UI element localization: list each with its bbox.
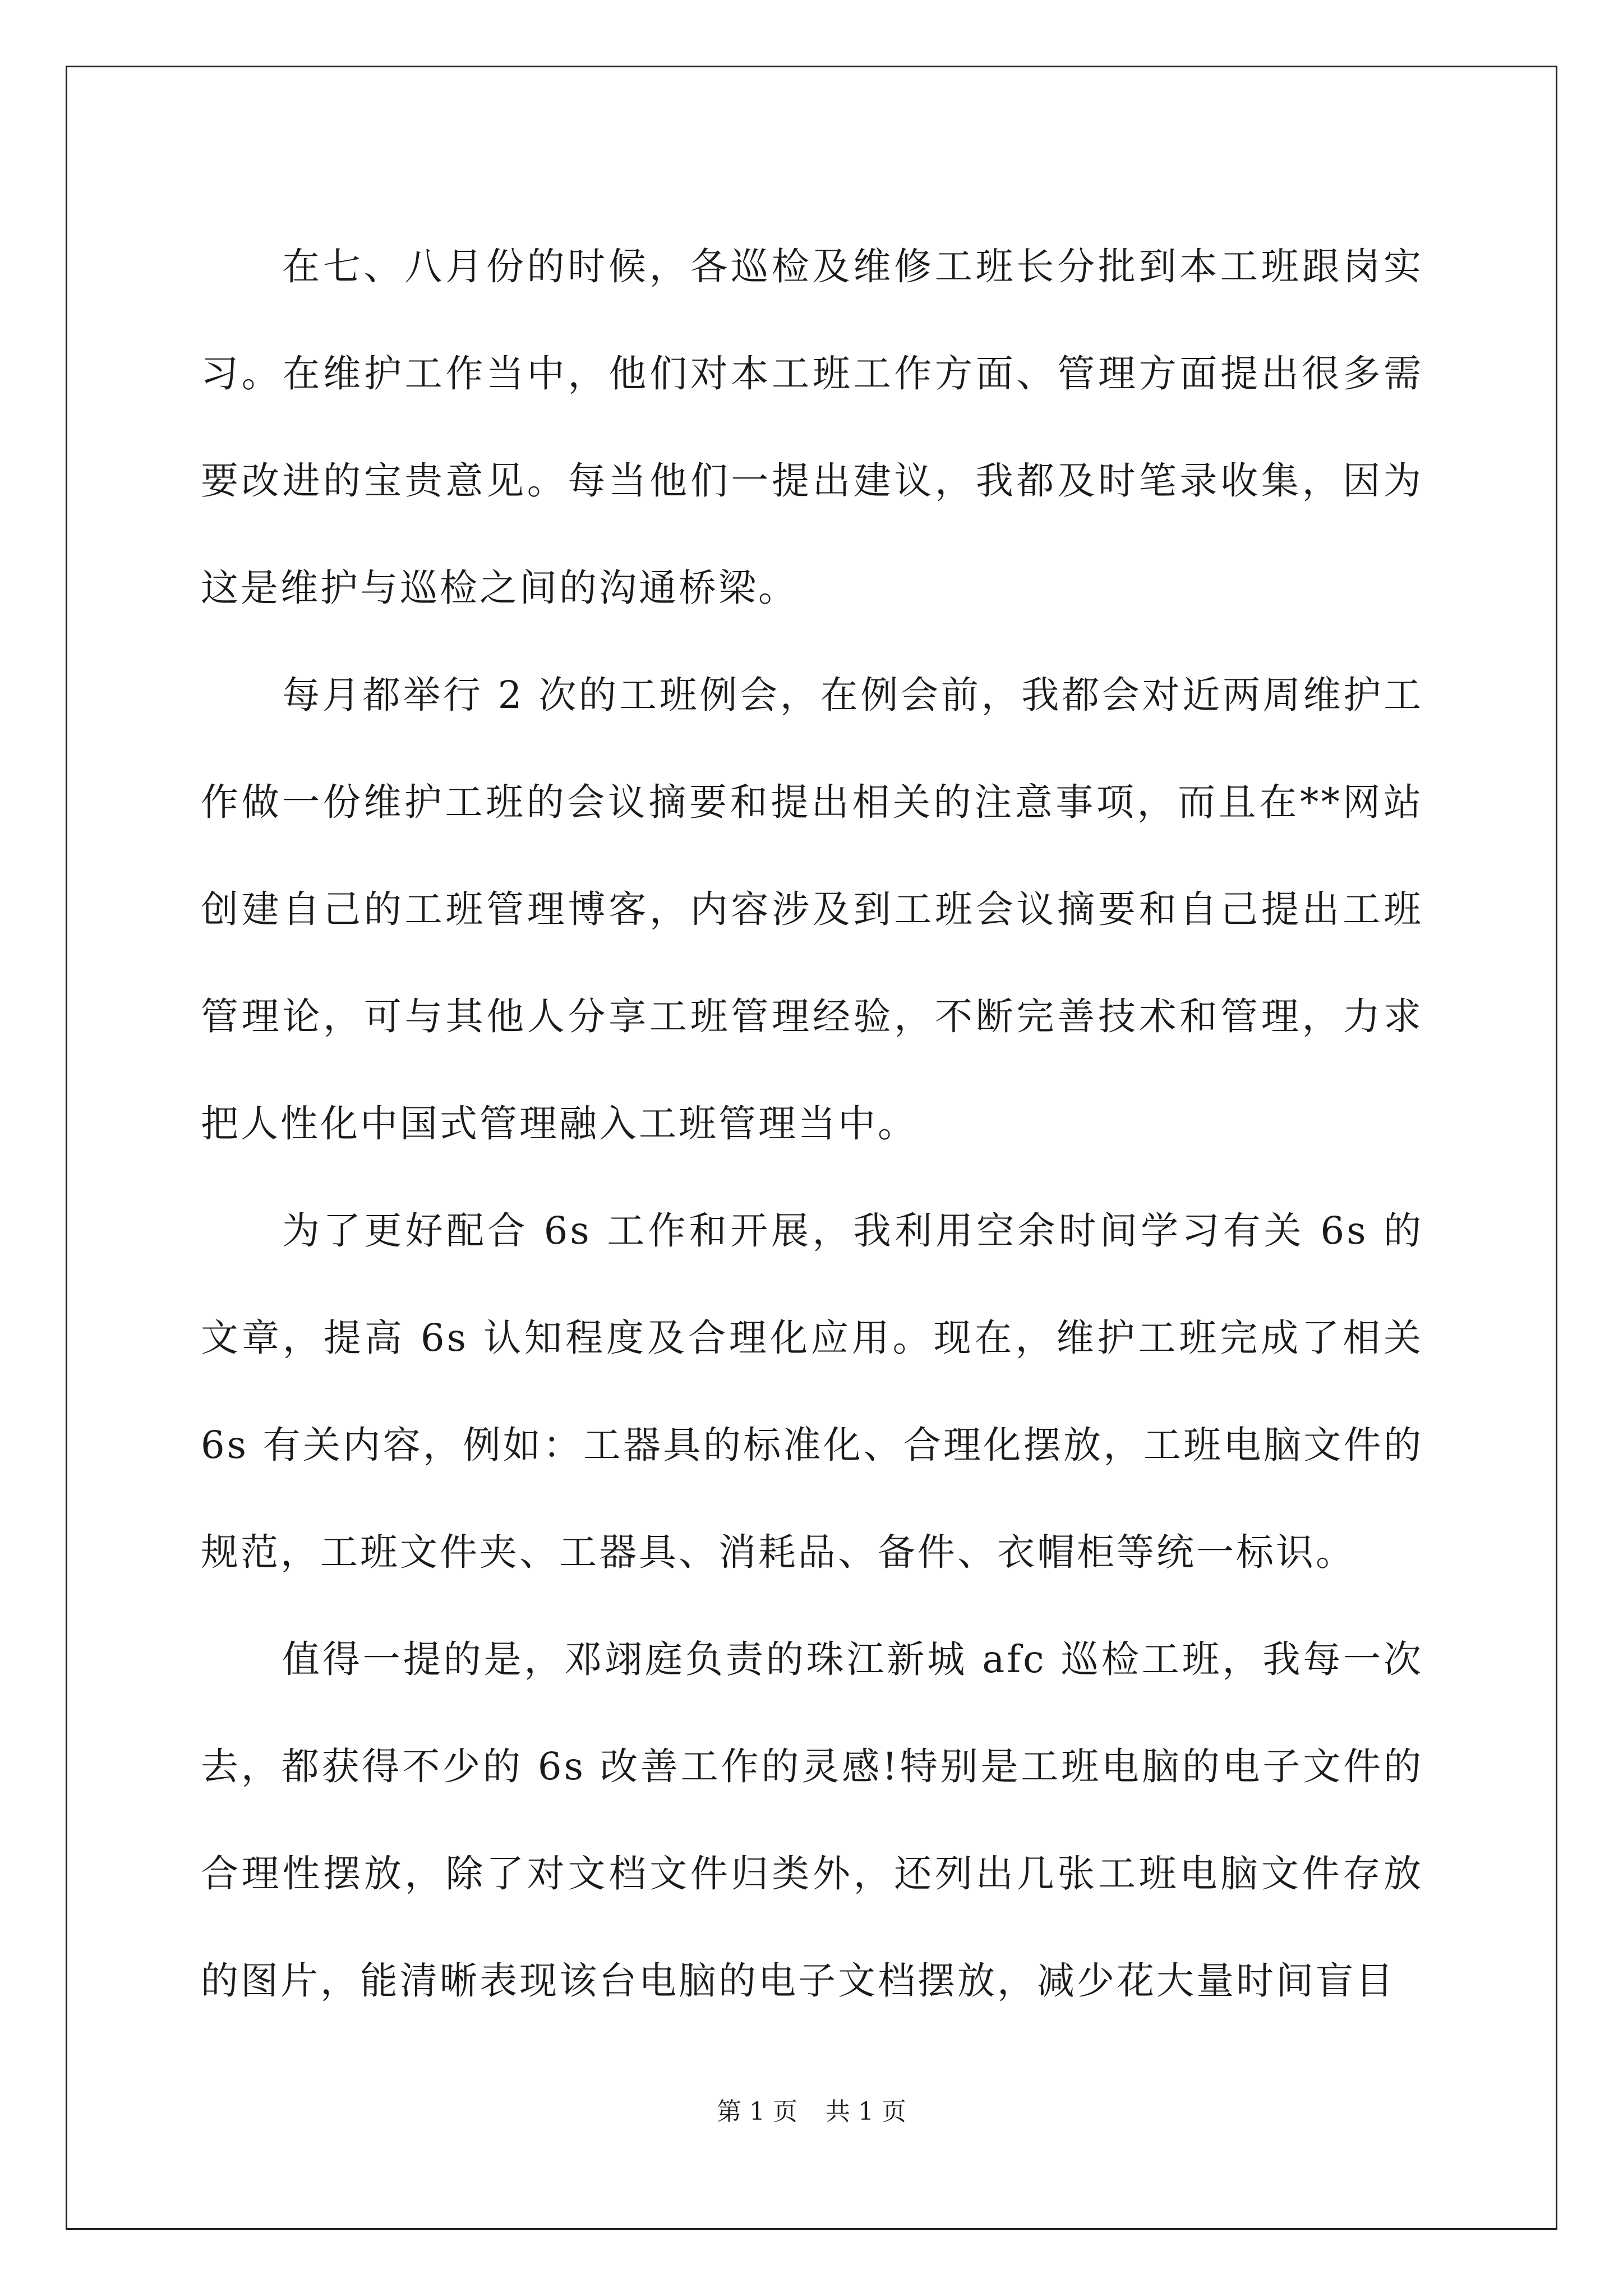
page-number-current: 第 1 页 — [717, 2097, 797, 2126]
paragraph-1: 在七、八月份的时候，各巡检及维修工班长分批到本工班跟岗实习。在维护工作当中，他们对本工班工作方面、管理方面提出很多需要改进的宝贵意见。每当他们一提出建议，我都及时笔录收集，因为这是维护与巡检之间的沟通桥梁。 — [201, 245, 1423, 610]
page-number-total: 共 1 页 — [826, 2097, 906, 2126]
paragraph-4: 值得一提的是，邓翊庭负责的珠江新城 afc 巡检工班，我每一次去，都获得不少的 6s 改善工作的灵感!特别是工班电脑的电子文件的合理性摆放，除了对文档文件归类外，还列出几张工班电脑文件存放的图片，能清晰表现该台电脑的电子文档摆放，减少花大量时间盲目 — [201, 1637, 1423, 2003]
paragraph-3: 为了更好配合 6s 工作和开展，我利用空余时间学习有关 6s 的文章，提高 6s 认知程度及合理化应用。现在，维护工班完成了相关 6s 有关内容，例如：工器具的标准化、合理化摆放，工班电脑文件的规范，工班文件夹、工器具、消耗品、备件、衣帽柜等统一标识。 — [201, 1209, 1423, 1574]
page-footer — [0, 2095, 1623, 2129]
paragraph-2: 每月都举行 2 次的工班例会，在例会前，我都会对近两周维护工作做一份维护工班的会议摘要和提出相关的注意事项，而且在**网站创建自己的工班管理博客，内容涉及到工班会议摘要和自己提出工班管理论，可与其他人分享工班管理经验，不断完善技术和管理，力求把人性化中国式管理融入工班管理当中。 — [201, 673, 1423, 1145]
document-body — [201, 213, 1423, 2035]
